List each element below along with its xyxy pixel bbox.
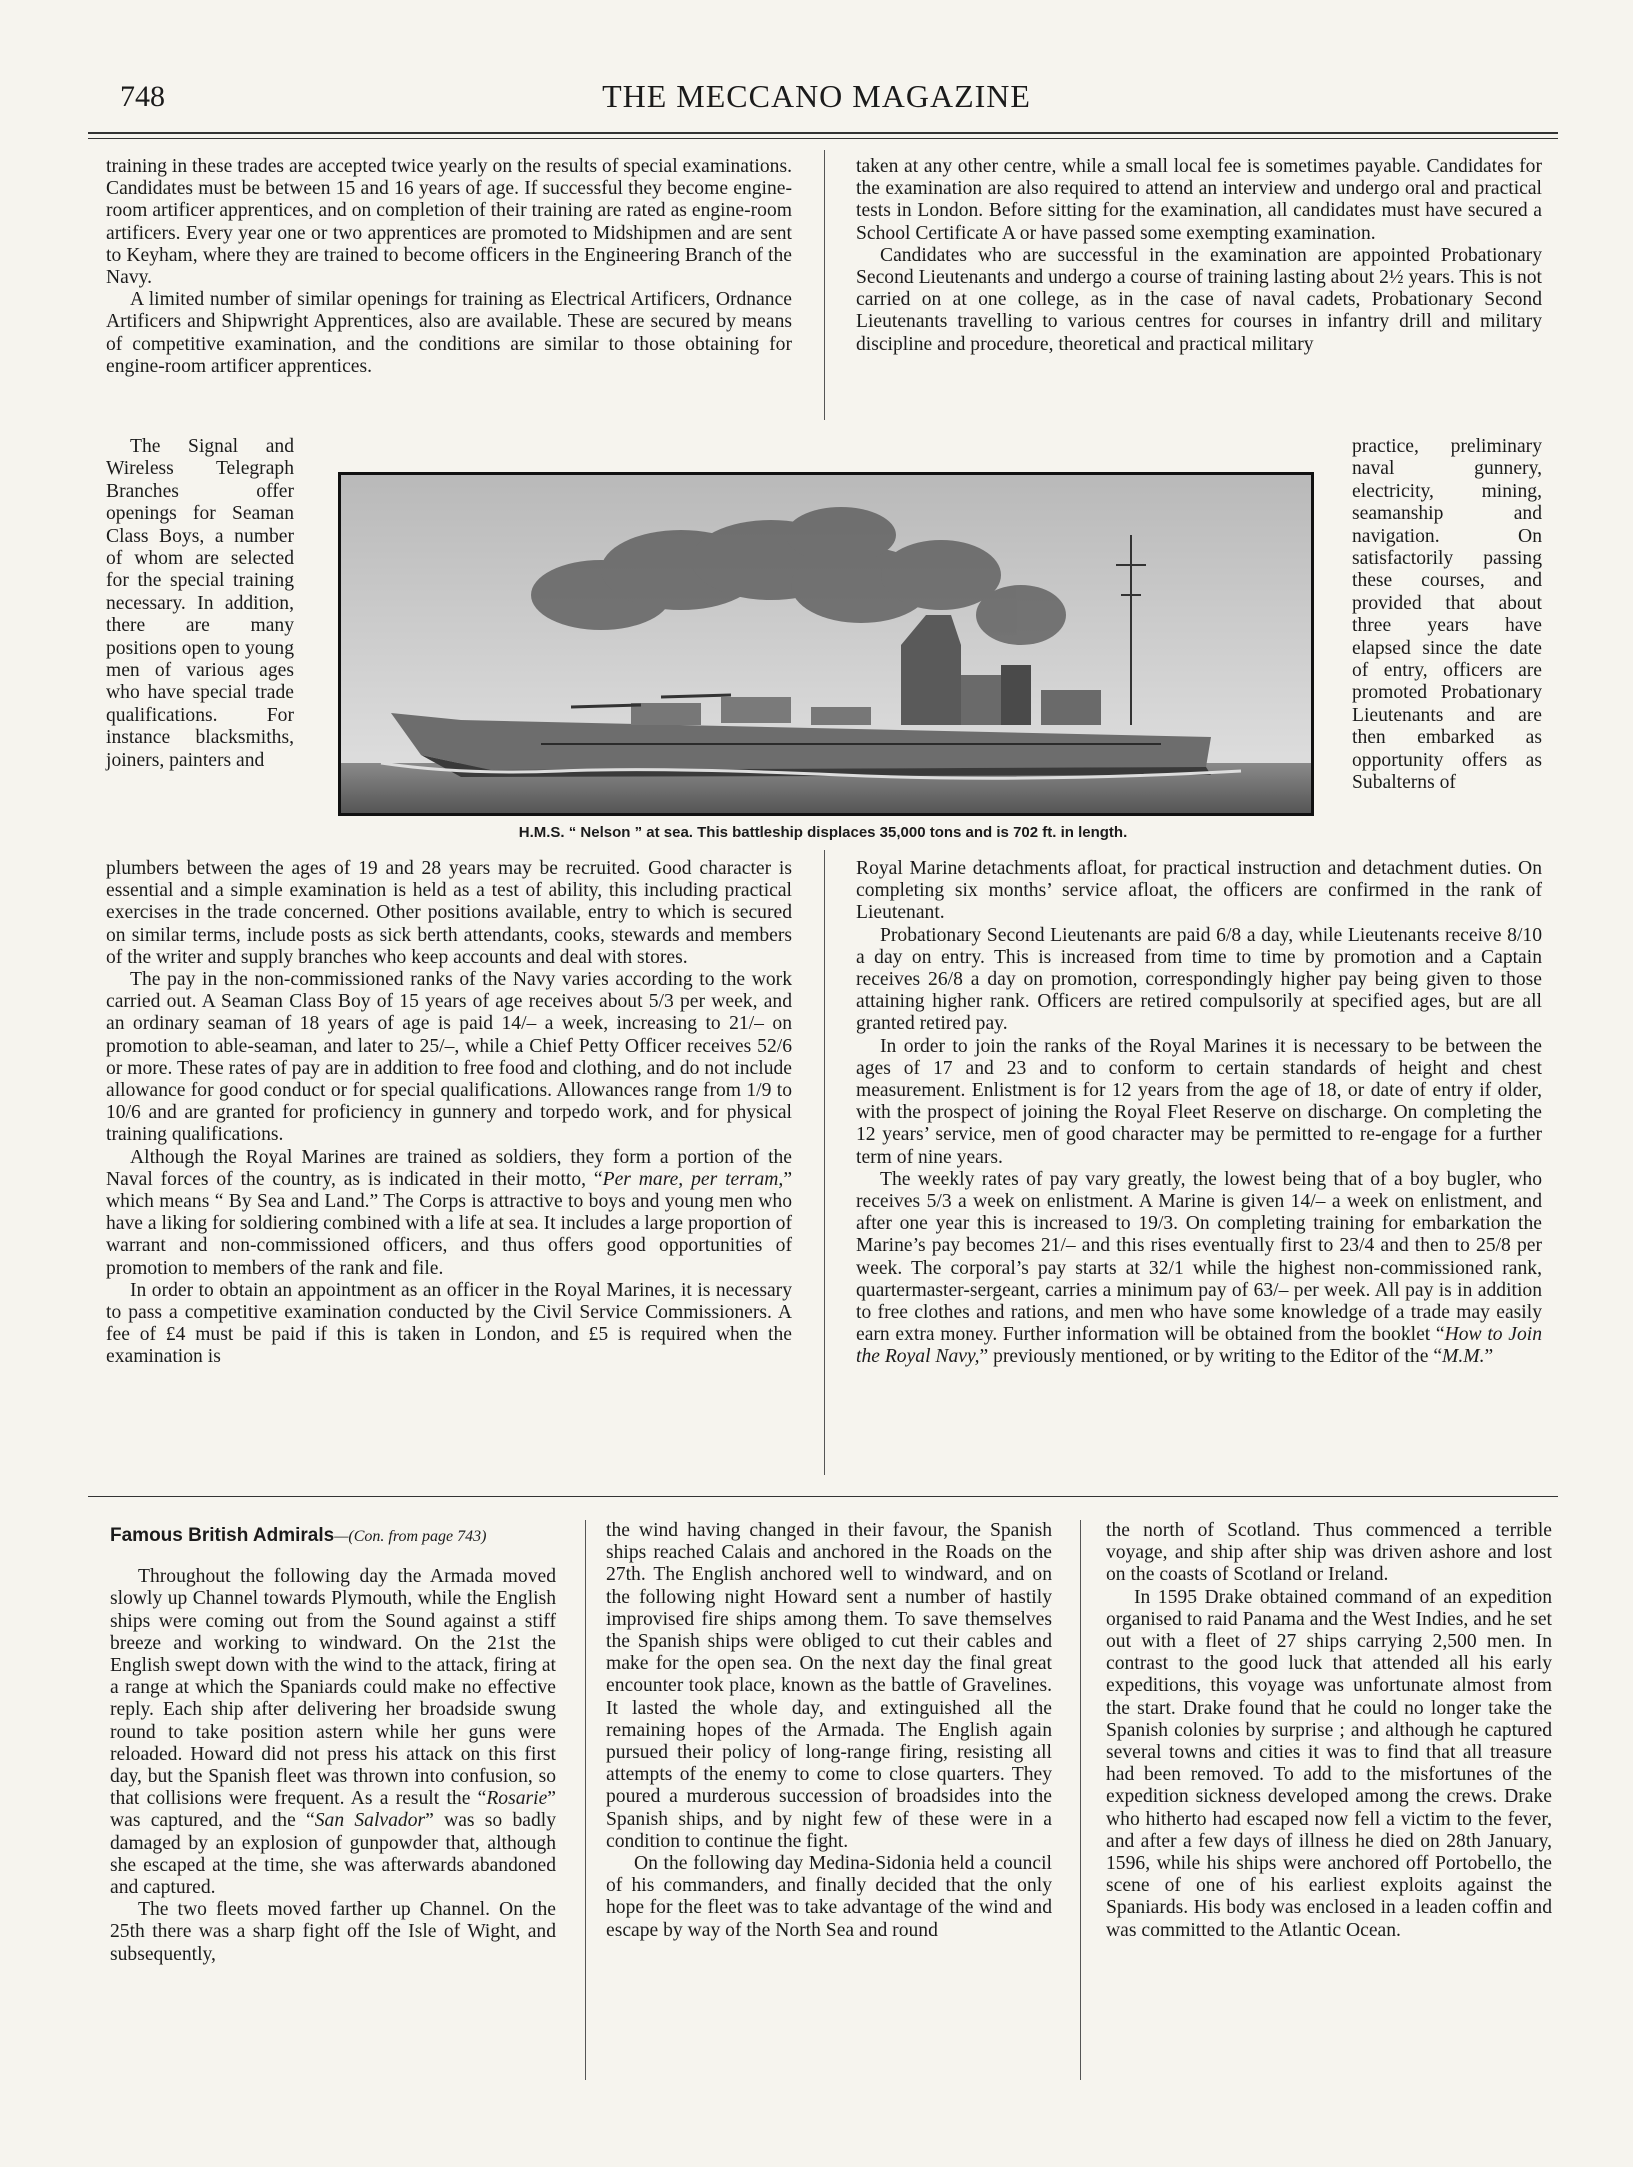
paragraph <box>856 1169 1542 1369</box>
text-run: The weekly rates of pay vary greatly, the lowest being that of a boy bugler, who receives 5/3 a week on enlistment. A Marine is given 14/– a week on enlistment, and after one year this is increased to 19/3. On completing training for embarkation the Marine’s pay becomes 21/– and this rises eventually first to 23/4 and then to 25/8 per week. The corporal’s pay starts at 32/1 while the highest non-commissioned rank, quartermaster-sergeant, carries a minimum pay of 63/– per week. All pay is in addition to free clothes and rations, and men who have some knowledge of a trade may easily earn extra money. Further information will be obtained from the booklet “ <box>856 1168 1542 1346</box>
header-rule <box>88 132 1558 134</box>
text-run: Throughout the following day the Armada moved slowly up Channel towards Plymouth, while the English ships were coming out from the Sound against a stiff breeze and working to windward. On the 21st the English swept down with the wind to the attack, firing at a range at which the Spaniards could make no effective reply. Each ship after delivering her broadside swung round to take position astern while her guns were reloaded. Howard did not press his attack on this first day, but the Spanish fleet was thrown into confusion, so that collisions were frequent. As a result the “ <box>110 1566 556 1810</box>
text-run: ” <box>1484 1346 1494 1368</box>
page-number: 748 <box>120 80 165 113</box>
paragraph <box>106 1147 792 1280</box>
paragraph <box>110 1566 556 1899</box>
booklet-title: How to Join the Royal Navy, <box>856 1324 1542 1368</box>
heading-continued: —(Con. from page 743) <box>334 1528 487 1545</box>
text-run: ” was captured, and the “ <box>110 1788 556 1832</box>
paragraph: practice, preliminary naval gunnery, electricity, mining, seamanship and navigation. On satisfactorily passing these courses, and provided that about three years have elapsed since the date of entry, officers are promoted Probationary Lieutenants and are then embarked as opportunity offers as Subalterns of <box>1352 436 1542 794</box>
paragraph: In order to obtain an appointment as an officer in the Royal Marines, it is necessary to pass a competitive examination conducted by the Civil Service Commissioners. A fee of £4 must be paid if this is taken in London, and £5 is required when the examination is <box>106 1279 792 1368</box>
figure-caption: H.M.S. “ Nelson ” at sea. This battleship displaces 35,000 tons and is 702 ft. in length. <box>518 824 1128 841</box>
magazine-title: THE MECCANO MAGAZINE <box>602 78 1031 114</box>
text-run: ” which means “ By Sea and Land.” The Corps is attractive to boys and young men who have a liking for soldiering combined with a life at sea. It includes a large proportion of warrant and non-commissioned officers, and thus offers good opportunities of promotion to members of the rank and file. <box>106 1168 793 1279</box>
paragraph: In 1595 Drake obtained command of an expedition organised to raid Panama and the West Indies, and he set out with a fleet of 27 ships carrying 2,500 men. In contrast to the good luck that attended all his early expeditions, this voyage was unfortunate almost from the start. Drake found that he could no longer take the Spanish colonies by surprise ; and although he captured several towns and cities it was to find that all treasure had been removed. To add to the misfortunes of the expedition sickness developed among the crews. Drake who hitherto had escaped now fell a victim to the fever, and after a few days of illness he died on 28th January, 1596, while his ships were anchored off Portobello, the scene of one of his earliest exploits against the Spaniards. His body was enclosed in a leaden coffin and was committed to the Atlantic Ocean. <box>1106 1586 1552 1941</box>
column-divider-bottom <box>824 850 825 1475</box>
admirals-heading <box>110 1525 556 1548</box>
section-rule <box>88 1496 1558 1497</box>
right-column-bottom <box>856 858 1542 1369</box>
column-divider-top <box>824 150 825 420</box>
header-rule-thin <box>88 138 1558 139</box>
paragraph: Probationary Second Lieutenants are paid 6/8 a day, while Lieutenants receive 8/10 a day on entry. This is increased from time to time by promotion and a Captain receives 26/8 a day on promotion, correspondingly higher pay being given to those attaining higher rank. Officers are retired compulsorily at specified ages, but are all granted retired pay. <box>856 924 1542 1035</box>
paragraph: the north of Scotland. Thus commenced a terrible voyage, and ship after ship was driven ashore and lost on the coasts of Scotland or Ireland. <box>1106 1520 1552 1586</box>
battleship-photo <box>338 472 1314 816</box>
admirals-column-1 <box>110 1525 556 1966</box>
paragraph: On the following day Medina-Sidonia held a council of his commanders, and finally decided that the only hope for the fleet was to take advantage of the wind and escape by way of the North Sea and round <box>606 1853 1052 1941</box>
admirals-column-3 <box>1106 1520 1552 1942</box>
paragraph: A limited number of similar openings for training as Electrical Artificers, Ordnance Artificers and Shipwright Apprentices, also are available. These are secured by means of competitive examination, and the conditions are similar to those obtaining for engine-room artificer apprentices. <box>106 289 792 377</box>
magazine-abbrev: M.M. <box>1442 1346 1485 1368</box>
left-column-top <box>106 156 792 378</box>
ship-name: Rosarie <box>486 1788 548 1810</box>
paragraph: the wind having changed in their favour, the Spanish ships reached Calais and anchored in the Roads on the 27th. The English anchored well to windward, and on the following night Howard sent a number of hastily improvised fire ships among them. To save themselves the Spanish ships were obliged to cut their cables and make for the open sea. On the next day the final great encounter took place, known as the battle of Gravelines. It lasted the whole day, and extinguished all the remaining hopes of the Armada. The English again pursued their policy of long-range firing, resisting all attempts of the enemy to come to close quarters. They poured a murderous succession of broadsides into the Spanish ships, and by night few of these were in a condition to continue the fight. <box>606 1520 1052 1852</box>
paragraph: Royal Marine detachments afloat, for practical instruction and detachment duties. On completing six months’ service afloat, the officers are confirmed in the rank of Lieutenant. <box>856 858 1542 924</box>
left-column-wrap <box>106 436 294 772</box>
left-column-bottom <box>106 858 792 1369</box>
heading-text: Famous British Admirals <box>110 1525 335 1546</box>
column-divider <box>1080 1520 1081 2080</box>
paragraph: In order to join the ranks of the Royal Marines it is necessary to be between the ages of 17 and 23 and to conform to certain standards of height and chest measurement. Enlistment is for 12 years from the age of 18, or date of entry if older, with the prospect of joining the Royal Fleet Reserve on discharge. On completing the 12 years’ service, men of good character may be permitted to re-engage for a further term of nine years. <box>856 1035 1542 1168</box>
paragraph: Candidates who are successful in the examination are appointed Probationary Second Lieutenants and undergo a course of training lasting about 2½ years. This is not carried on at one college, as in the case of naval cadets, Probationary Second Lieutenants travelling to various centres for courses in infantry drill and military discipline and procedure, theoretical and practical military <box>856 244 1543 355</box>
paragraph: training in these trades are accepted twice yearly on the results of special examinations. Candidates must be between 15 and 16 years of age. If successful they become engine-room artificer apprentices, and on completion of their training are rated as engine-room artificers. Every year one or two apprentices are promoted to Midshipmen and are sent to Keyham, where they are trained to become officers in the Engineering Branch of the Navy. <box>106 156 792 289</box>
column-divider <box>585 1520 586 2080</box>
paragraph: The two fleets moved farther up Channel. On the 25th there was a sharp fight off the Isle of Wight, and subsequently, <box>110 1899 556 1965</box>
text-run: Although the Royal Marines are trained as soldiers, they form a portion of the Naval forces of the country, as is indicated in their motto, “ <box>106 1146 792 1190</box>
ship-name: San Salvador <box>314 1810 426 1832</box>
paragraph: The Signal and Wireless Telegraph Branches offer openings for Seaman Class Boys, a number of whom are selected for the special training necessary. In addition, there are many positions open to young men of various ages who have special trade qualifications. For instance blacksmiths, joiners, painters and <box>106 436 294 771</box>
right-column-top <box>856 156 1542 356</box>
text-run: ” was so badly damaged by an explosion of gunpowder that, although she escaped at the time, she was afterwards abandoned and captured. <box>110 1810 556 1899</box>
paragraph: taken at any other centre, while a small local fee is sometimes payable. Candidates for the examination are also required to attend an interview and undergo oral and practical tests in London. Before sitting for the examination, all candidates must have secured a School Certificate A or have passed some exempting examination. <box>856 156 1542 244</box>
right-column-wrap <box>1352 436 1542 795</box>
paragraph: The pay in the non-commissioned ranks of the Navy varies according to the work carried out. A Seaman Class Boy of 15 years of age receives about 5/3 per week, and an ordinary seaman of 18 years of age is paid 14/– a week, increasing to 21/– on promotion to able-seaman, and later to 25/–, while a Chief Petty Officer receives 52/6 or more. These rates of pay are in addition to free food and clothing, and do not include allowance for good conduct or for special qualifications. Allowances range from 1/9 to 10/6 and are granted for proficiency in gunnery and torpedo work, and for physical training qualifications. <box>106 969 792 1146</box>
text-run: ” previously mentioned, or by writing to the Editor of the “ <box>979 1346 1443 1368</box>
motto: Per mare, per terram, <box>602 1168 784 1190</box>
ship-illustration <box>341 475 1311 813</box>
paragraph: plumbers between the ages of 19 and 28 years may be recruited. Good character is essential and a simple examination is held as a test of ability, this including practical exercises in the trade concerned. Other positions available, entry to which is secured on similar terms, include posts as sick berth attendants, cooks, stewards and members of the writer and supply branches who keep accounts and deal with stores. <box>106 858 792 968</box>
admirals-column-2 <box>606 1520 1052 1942</box>
